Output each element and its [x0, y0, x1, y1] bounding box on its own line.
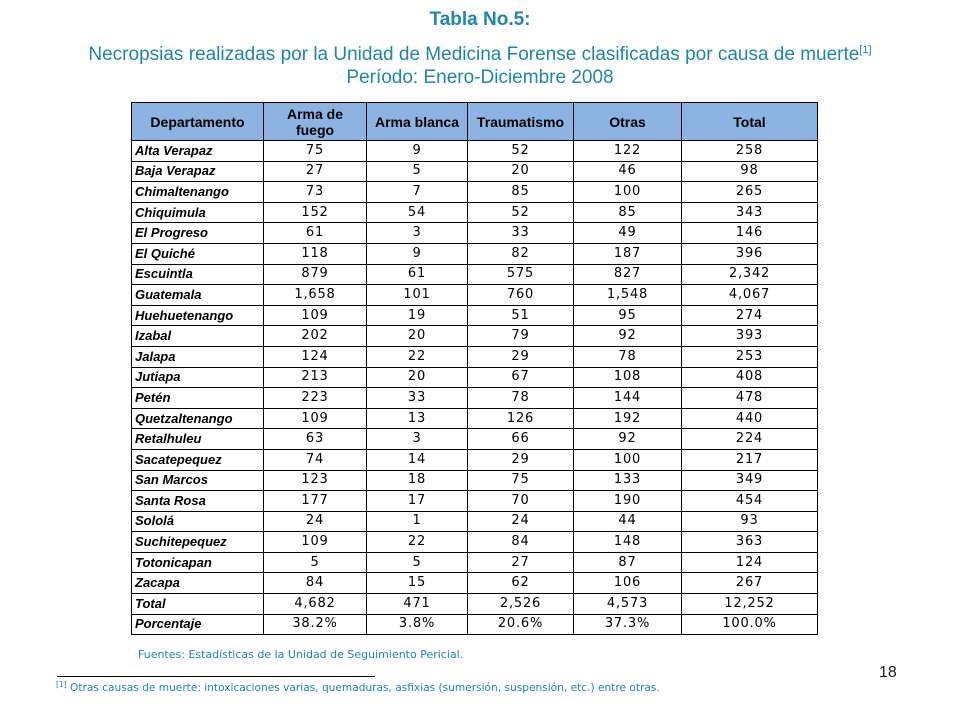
value-cell: 95 — [574, 305, 682, 326]
value-cell: 2,342 — [682, 264, 818, 285]
table-subtitle — [0, 43, 960, 67]
department-cell: Porcentaje — [132, 614, 264, 635]
value-cell: 24 — [264, 511, 367, 532]
value-cell: 85 — [574, 202, 682, 223]
value-cell: 144 — [574, 388, 682, 409]
value-cell: 63 — [264, 429, 367, 450]
department-cell: Quetzaltenango — [132, 408, 264, 429]
value-cell: 177 — [264, 491, 367, 512]
table-title: Tabla No.5: — [429, 9, 531, 30]
department-cell: El Progreso — [132, 223, 264, 244]
value-cell: 49 — [574, 223, 682, 244]
value-cell: 4,067 — [682, 285, 818, 306]
page-number: 18 — [879, 664, 897, 681]
value-cell: 393 — [682, 326, 818, 347]
footnote — [56, 681, 660, 695]
value-cell: 454 — [682, 491, 818, 512]
value-cell: 46 — [574, 161, 682, 182]
value-cell: 349 — [682, 470, 818, 491]
value-cell: 4,682 — [264, 594, 367, 615]
value-cell: 152 — [264, 202, 367, 223]
value-cell: 3.8% — [367, 614, 468, 635]
value-cell: 17 — [367, 491, 468, 512]
value-cell: 267 — [682, 573, 818, 594]
value-cell: 29 — [468, 346, 574, 367]
value-cell: 1,658 — [264, 285, 367, 306]
table-row — [132, 388, 818, 409]
column-header-traumatismo: Traumatismo — [468, 103, 574, 141]
value-cell: 109 — [264, 305, 367, 326]
table-row — [132, 161, 818, 182]
value-cell: 253 — [682, 346, 818, 367]
value-cell: 20 — [367, 367, 468, 388]
value-cell: 73 — [264, 182, 367, 203]
table-row — [132, 346, 818, 367]
value-cell: 100.0% — [682, 614, 818, 635]
value-cell: 29 — [468, 449, 574, 470]
value-cell: 146 — [682, 223, 818, 244]
column-header-arma-de-fuego — [264, 103, 367, 141]
table-row — [132, 367, 818, 388]
table-row — [132, 614, 818, 635]
value-cell: 14 — [367, 449, 468, 470]
department-cell: Izabal — [132, 326, 264, 347]
value-cell: 70 — [468, 491, 574, 512]
value-cell: 224 — [682, 429, 818, 450]
value-cell: 84 — [468, 532, 574, 553]
value-cell: 19 — [367, 305, 468, 326]
value-cell: 51 — [468, 305, 574, 326]
value-cell: 20 — [367, 326, 468, 347]
department-cell: Retalhuleu — [132, 429, 264, 450]
value-cell: 100 — [574, 449, 682, 470]
value-cell: 118 — [264, 243, 367, 264]
value-cell: 343 — [682, 202, 818, 223]
table-row — [132, 243, 818, 264]
department-cell: Totonicapan — [132, 552, 264, 573]
table-row — [132, 573, 818, 594]
value-cell: 1,548 — [574, 285, 682, 306]
department-cell: Sacatepequez — [132, 449, 264, 470]
value-cell: 124 — [264, 346, 367, 367]
value-cell: 217 — [682, 449, 818, 470]
department-cell: Huehuetenango — [132, 305, 264, 326]
value-cell: 440 — [682, 408, 818, 429]
value-cell: 408 — [682, 367, 818, 388]
department-cell: Sololá — [132, 511, 264, 532]
table-row — [132, 264, 818, 285]
value-cell: 187 — [574, 243, 682, 264]
department-cell: San Marcos — [132, 470, 264, 491]
value-cell: 20.6% — [468, 614, 574, 635]
value-cell: 101 — [367, 285, 468, 306]
department-cell: Santa Rosa — [132, 491, 264, 512]
value-cell: 827 — [574, 264, 682, 285]
value-cell: 148 — [574, 532, 682, 553]
value-cell: 190 — [574, 491, 682, 512]
value-cell: 20 — [468, 161, 574, 182]
department-cell: Petén — [132, 388, 264, 409]
value-cell: 124 — [682, 552, 818, 573]
value-cell: 100 — [574, 182, 682, 203]
value-cell: 67 — [468, 367, 574, 388]
value-cell: 61 — [367, 264, 468, 285]
value-cell: 38.2% — [264, 614, 367, 635]
value-cell: 5 — [367, 161, 468, 182]
subtitle-footnote-ref: [1] — [859, 44, 872, 56]
column-header-arma-blanca: Arma blanca — [367, 103, 468, 141]
value-cell: 106 — [574, 573, 682, 594]
necropsy-table — [131, 102, 818, 635]
column-header-departamento: Departamento — [132, 103, 264, 141]
value-cell: 37.3% — [574, 614, 682, 635]
value-cell: 471 — [367, 594, 468, 615]
value-cell: 265 — [682, 182, 818, 203]
value-cell: 27 — [264, 161, 367, 182]
table-row — [132, 141, 818, 162]
table-row — [132, 305, 818, 326]
value-cell: 54 — [367, 202, 468, 223]
department-cell: Total — [132, 594, 264, 615]
footnote-separator — [57, 676, 375, 677]
table-row — [132, 594, 818, 615]
column-header-total: Total — [682, 103, 818, 141]
footnote-text: Otras causas de muerte: intoxicaciones varias, quemaduras, asfixias (sumersión, suspensión, etc.) entre otras. — [70, 682, 660, 694]
value-cell: 84 — [264, 573, 367, 594]
value-cell: 92 — [574, 429, 682, 450]
value-cell: 202 — [264, 326, 367, 347]
table-row — [132, 429, 818, 450]
department-cell: Chiquimula — [132, 202, 264, 223]
value-cell: 61 — [264, 223, 367, 244]
value-cell: 5 — [367, 552, 468, 573]
value-cell: 33 — [468, 223, 574, 244]
table-row — [132, 449, 818, 470]
value-cell: 27 — [468, 552, 574, 573]
column-header-arma-de-fuego-label: Arma de fuego — [286, 105, 344, 138]
department-cell: Zacapa — [132, 573, 264, 594]
value-cell: 78 — [468, 388, 574, 409]
table-period: Período: Enero-Diciembre 2008 — [346, 67, 614, 88]
value-cell: 258 — [682, 141, 818, 162]
table-row — [132, 511, 818, 532]
value-cell: 1 — [367, 511, 468, 532]
value-cell: 223 — [264, 388, 367, 409]
value-cell: 78 — [574, 346, 682, 367]
table-row — [132, 285, 818, 306]
value-cell: 274 — [682, 305, 818, 326]
value-cell: 82 — [468, 243, 574, 264]
value-cell: 5 — [264, 552, 367, 573]
value-cell: 75 — [468, 470, 574, 491]
table-row — [132, 202, 818, 223]
value-cell: 122 — [574, 141, 682, 162]
value-cell: 108 — [574, 367, 682, 388]
table-row — [132, 182, 818, 203]
value-cell: 98 — [682, 161, 818, 182]
value-cell: 3 — [367, 429, 468, 450]
department-cell: Chimaltenango — [132, 182, 264, 203]
value-cell: 396 — [682, 243, 818, 264]
value-cell: 213 — [264, 367, 367, 388]
department-cell: Baja Verapaz — [132, 161, 264, 182]
value-cell: 760 — [468, 285, 574, 306]
footnote-ref: [1] — [56, 680, 67, 689]
value-cell: 22 — [367, 346, 468, 367]
value-cell: 4,573 — [574, 594, 682, 615]
table-row — [132, 532, 818, 553]
source-note: Fuentes: Estadísticas de la Unidad de Seguimiento Pericial. — [138, 648, 464, 661]
value-cell: 192 — [574, 408, 682, 429]
value-cell: 109 — [264, 532, 367, 553]
table-row — [132, 408, 818, 429]
value-cell: 52 — [468, 141, 574, 162]
value-cell: 123 — [264, 470, 367, 491]
value-cell: 7 — [367, 182, 468, 203]
value-cell: 79 — [468, 326, 574, 347]
value-cell: 9 — [367, 141, 468, 162]
value-cell: 15 — [367, 573, 468, 594]
value-cell: 93 — [682, 511, 818, 532]
table-row — [132, 491, 818, 512]
department-cell: Jalapa — [132, 346, 264, 367]
table-row — [132, 223, 818, 244]
department-cell: Suchitepequez — [132, 532, 264, 553]
value-cell: 12,252 — [682, 594, 818, 615]
department-cell: Alta Verapaz — [132, 141, 264, 162]
value-cell: 92 — [574, 326, 682, 347]
value-cell: 44 — [574, 511, 682, 532]
value-cell: 133 — [574, 470, 682, 491]
department-cell: Guatemala — [132, 285, 264, 306]
value-cell: 74 — [264, 449, 367, 470]
value-cell: 62 — [468, 573, 574, 594]
value-cell: 109 — [264, 408, 367, 429]
department-cell: Jutiapa — [132, 367, 264, 388]
value-cell: 22 — [367, 532, 468, 553]
value-cell: 52 — [468, 202, 574, 223]
value-cell: 18 — [367, 470, 468, 491]
department-cell: El Quiché — [132, 243, 264, 264]
value-cell: 87 — [574, 552, 682, 573]
table-row — [132, 470, 818, 491]
column-header-otras: Otras — [574, 103, 682, 141]
value-cell: 3 — [367, 223, 468, 244]
value-cell: 13 — [367, 408, 468, 429]
value-cell: 363 — [682, 532, 818, 553]
table-header-row — [132, 103, 818, 141]
value-cell: 478 — [682, 388, 818, 409]
value-cell: 9 — [367, 243, 468, 264]
table-row — [132, 326, 818, 347]
subtitle-text: Necropsias realizadas por la Unidad de Medicina Forense clasificadas por causa de muerte — [88, 44, 860, 65]
value-cell: 75 — [264, 141, 367, 162]
value-cell: 126 — [468, 408, 574, 429]
table-body — [132, 141, 818, 635]
value-cell: 575 — [468, 264, 574, 285]
value-cell: 879 — [264, 264, 367, 285]
value-cell: 66 — [468, 429, 574, 450]
table-row — [132, 552, 818, 573]
value-cell: 24 — [468, 511, 574, 532]
value-cell: 85 — [468, 182, 574, 203]
value-cell: 2,526 — [468, 594, 574, 615]
department-cell: Escuintla — [132, 264, 264, 285]
value-cell: 33 — [367, 388, 468, 409]
